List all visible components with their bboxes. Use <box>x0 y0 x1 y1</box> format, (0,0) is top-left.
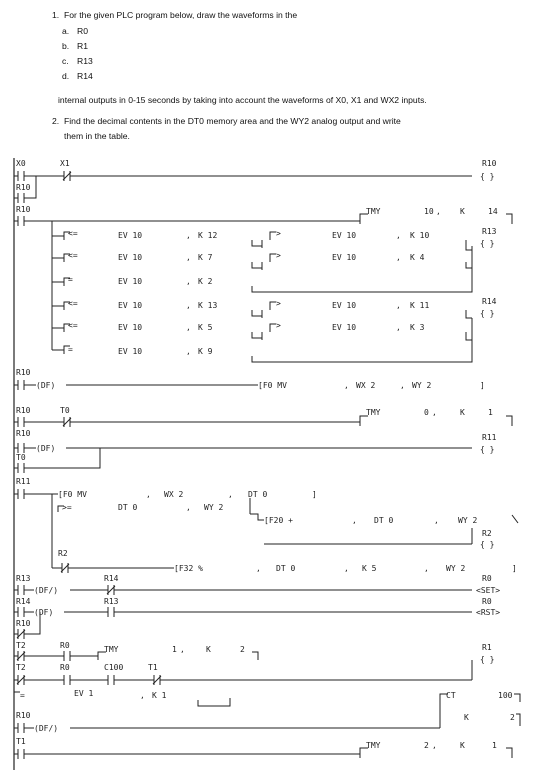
move1-end: ] <box>480 381 485 390</box>
cmp7-src: EV 10 <box>332 301 357 310</box>
contact-label-r10b: R10 <box>16 205 31 214</box>
contact-x0 <box>14 171 28 181</box>
tmy-label-3: TMY <box>104 645 119 654</box>
cmp2-k: K 10 <box>410 231 430 240</box>
move2-end: ] <box>312 490 317 499</box>
contact-r13 <box>14 585 28 595</box>
timer1-val: 14 <box>488 207 498 216</box>
move2-op: [F0 MV <box>58 490 87 499</box>
q1-item-b-label: b. <box>62 41 70 51</box>
contact-label-r10c: R10 <box>16 368 31 377</box>
contact-r10g <box>14 723 28 733</box>
cmp8-sep: , <box>186 323 191 332</box>
q1-item-d: R14 <box>77 71 93 81</box>
cmp5-k: K 2 <box>198 277 213 286</box>
df-2: (DF) <box>36 444 56 453</box>
timer1-sep: , <box>436 207 441 216</box>
coil-r13: { } <box>480 239 495 248</box>
move2-sep2: , <box>228 490 233 499</box>
q1-number: 1. <box>52 10 60 20</box>
move2-sep: , <box>146 490 151 499</box>
move2-dt: DT 0 <box>248 490 268 499</box>
cmp4-k: K 4 <box>410 253 425 262</box>
cmp5-sep: , <box>186 277 191 286</box>
contact-label-r2: R2 <box>58 549 68 558</box>
cmp7-k: K 11 <box>410 301 430 310</box>
timer4-sep: , <box>432 741 437 750</box>
contact-label-t1a: T1 <box>148 663 158 672</box>
contact-label-c100: C100 <box>104 663 124 672</box>
add-dt: DT 0 <box>374 516 394 525</box>
contact-r14b <box>14 607 28 617</box>
contact-label-x1: X1 <box>60 159 70 168</box>
cmp3-src: EV 10 <box>118 253 143 262</box>
contact-r10d <box>14 417 28 427</box>
cmp2-sep: , <box>396 231 401 240</box>
timer2-no: 0 <box>424 408 429 417</box>
tmy-label-1: TMY <box>366 207 381 216</box>
move1-sep2: , <box>400 381 405 390</box>
cmp9-op: > <box>276 321 281 330</box>
contact-label-t2b: T2 <box>16 663 26 672</box>
cmp1-sep: , <box>186 231 191 240</box>
add-sep2: , <box>434 516 439 525</box>
cmp6-op: <= <box>68 299 78 308</box>
cmp11-sep: , <box>140 691 145 700</box>
contact-label-x0: X0 <box>16 159 26 168</box>
coil-label-r1: R1 <box>482 643 492 652</box>
contact-r0b <box>60 675 74 685</box>
timer4-no: 2 <box>424 741 429 750</box>
contact-t0b <box>14 463 28 473</box>
contact-label-r10g: R10 <box>16 711 31 720</box>
cmp9-src: EV 10 <box>332 323 357 332</box>
cmp1-src: EV 10 <box>118 231 143 240</box>
contact-label-r10a: R10 <box>16 183 31 192</box>
coil-r14: { } <box>480 309 495 318</box>
timer2-val: 1 <box>488 408 493 417</box>
q1-item-c-label: c. <box>62 56 69 66</box>
timer2-sep: , <box>432 408 437 417</box>
cmp4-src: EV 10 <box>332 253 357 262</box>
contact-r11 <box>14 489 28 499</box>
timer3-no: 1 <box>172 645 177 654</box>
contact-r14a <box>104 585 118 595</box>
q1-item-d-label: d. <box>62 71 70 81</box>
div-dt: DT 0 <box>276 564 296 573</box>
timer3-sep: , <box>180 645 185 654</box>
cmp3-sep: , <box>186 253 191 262</box>
dfn-2: (DF/) <box>34 724 59 733</box>
contact-label-r10d: R10 <box>16 406 31 415</box>
contact-label-r0b: R0 <box>60 663 70 672</box>
cmp8-op: <= <box>68 321 78 330</box>
cmp1-k: K 12 <box>198 231 218 240</box>
coil-label-r10: R10 <box>482 159 497 168</box>
contact-t2a <box>14 651 28 661</box>
coil-label-r14: R14 <box>482 297 497 306</box>
counter-val: 2 <box>510 713 515 722</box>
contact-label-t0b: T0 <box>16 453 26 462</box>
contact-c100 <box>104 675 118 685</box>
tmy-label-4: TMY <box>366 741 381 750</box>
q1-text: For the given PLC program below, draw the waveforms in the <box>64 10 298 20</box>
move2-src: WX 2 <box>164 490 184 499</box>
contact-label-r13b: R13 <box>104 597 119 606</box>
add-dst: WY 2 <box>458 516 478 525</box>
cmp4-sep: , <box>396 253 401 262</box>
div-sep2: , <box>344 564 349 573</box>
contact-t2b <box>14 675 28 685</box>
contact-label-r13: R13 <box>16 574 31 583</box>
div-k: K 5 <box>362 564 377 573</box>
div-dst: WY 2 <box>446 564 466 573</box>
contact-r0a <box>60 651 74 661</box>
contact-label-t0: T0 <box>60 406 70 415</box>
move2-dt0: DT 0 <box>118 503 138 512</box>
cmp10-src: EV 10 <box>118 347 143 356</box>
cmp4-op: > <box>276 251 281 260</box>
move2-dst: WY 2 <box>204 503 224 512</box>
contact-r2 <box>58 563 72 573</box>
contact-r13b <box>104 607 118 617</box>
coil-r0rst: <RST> <box>476 608 501 617</box>
q1-item-c: R13 <box>77 56 93 66</box>
timer3-val: 2 <box>240 645 245 654</box>
cmp6-src: EV 10 <box>118 301 143 310</box>
q1-item-a-label: a. <box>62 26 70 36</box>
move2-sep3: , <box>186 503 191 512</box>
df-1: (DF) <box>36 381 56 390</box>
contact-label-t1b: T1 <box>16 737 26 746</box>
coil-r10: { } <box>480 172 495 181</box>
cmp8-k: K 5 <box>198 323 213 332</box>
timer4-k: K <box>460 741 465 750</box>
tmy-label-2: TMY <box>366 408 381 417</box>
timer4-val: 1 <box>492 741 497 750</box>
contact-label-r10f: R10 <box>16 619 31 628</box>
cmp5-op: = <box>68 275 73 284</box>
contact-t1b <box>14 749 28 759</box>
contact-label-t2a: T2 <box>16 641 26 650</box>
contact-r10c <box>14 380 28 390</box>
cmp11-k: K 1 <box>152 691 167 700</box>
q1-item-a: R0 <box>77 26 88 36</box>
counter-k: K <box>464 713 469 722</box>
move1-op: [F0 MV <box>258 381 287 390</box>
dfn-1: (DF/) <box>34 586 59 595</box>
div-end: ] <box>512 564 517 573</box>
df-3: (DF) <box>34 608 54 617</box>
timer2-k: K <box>460 408 465 417</box>
counter-no: 100 <box>498 691 513 700</box>
contact-label-r10e: R10 <box>16 429 31 438</box>
contact-r10b <box>14 216 28 226</box>
coil-r0set: <SET> <box>476 586 501 595</box>
contact-label-r14b: R14 <box>16 597 31 606</box>
cmp2-op: > <box>276 229 281 238</box>
cmp7-op: > <box>276 299 281 308</box>
cmp10-k: K 9 <box>198 347 213 356</box>
move1-dst: WY 2 <box>412 381 432 390</box>
coil-r2: { } <box>480 540 495 549</box>
timer1-k: K <box>460 207 465 216</box>
coil-label-r13: R13 <box>482 227 497 236</box>
cmp2-src: EV 10 <box>332 231 357 240</box>
div-sep3: , <box>424 564 429 573</box>
cmp3-k: K 7 <box>198 253 213 262</box>
coil-label-r11: R11 <box>482 433 497 442</box>
coil-r1: { } <box>480 655 495 664</box>
coil-label-r2: R2 <box>482 529 492 538</box>
cmp8-src: EV 10 <box>118 323 143 332</box>
move1-src: WX 2 <box>356 381 376 390</box>
contact-r10f <box>14 629 28 639</box>
q1-trailer: internal outputs in 0-15 seconds by taking into account the waveforms of X0, X1 and WX2 inputs. <box>58 95 427 105</box>
cmp6-sep: , <box>186 301 191 310</box>
cmp9-k: K 3 <box>410 323 425 332</box>
contact-r10a <box>14 193 28 203</box>
contact-label-r14a: R14 <box>104 574 119 583</box>
q1-item-b: R1 <box>77 41 88 51</box>
contact-x1 <box>60 171 74 181</box>
coil-label-r0rst: R0 <box>482 597 492 606</box>
cmp5-src: EV 10 <box>118 277 143 286</box>
coil-r11: { } <box>480 445 495 454</box>
div-sep: , <box>256 564 261 573</box>
q2-line1: Find the decimal contents in the DT0 memory area and the WY2 analog output and write <box>64 116 401 126</box>
move2-cmp-op: >= <box>62 503 72 512</box>
contact-t0 <box>60 417 74 427</box>
contact-label-r11: R11 <box>16 477 31 486</box>
cmp10-sep: , <box>186 347 191 356</box>
cmp3-op: <= <box>68 251 78 260</box>
cmp11-src: EV 1 <box>74 689 94 698</box>
contact-r10e <box>14 443 28 453</box>
move1-sep: , <box>344 381 349 390</box>
cmp1-op: <= <box>68 229 78 238</box>
timer1-no: 10 <box>424 207 434 216</box>
cmp9-sep: , <box>396 323 401 332</box>
div-op: [F32 % <box>174 564 203 573</box>
contact-label-r0a: R0 <box>60 641 70 650</box>
cmp7-sep: , <box>396 301 401 310</box>
q2-number: 2. <box>52 116 60 126</box>
add-sep: , <box>352 516 357 525</box>
cmp11-op: = <box>20 691 25 700</box>
contact-t1a <box>150 675 164 685</box>
coil-label-r0set: R0 <box>482 574 492 583</box>
cmp10-op: = <box>68 345 73 354</box>
q2-line2: them in the table. <box>64 131 130 141</box>
cmp6-k: K 13 <box>198 301 218 310</box>
ct-label: CT <box>446 691 456 700</box>
timer3-k: K <box>206 645 211 654</box>
add-op: [F20 + <box>264 516 293 525</box>
